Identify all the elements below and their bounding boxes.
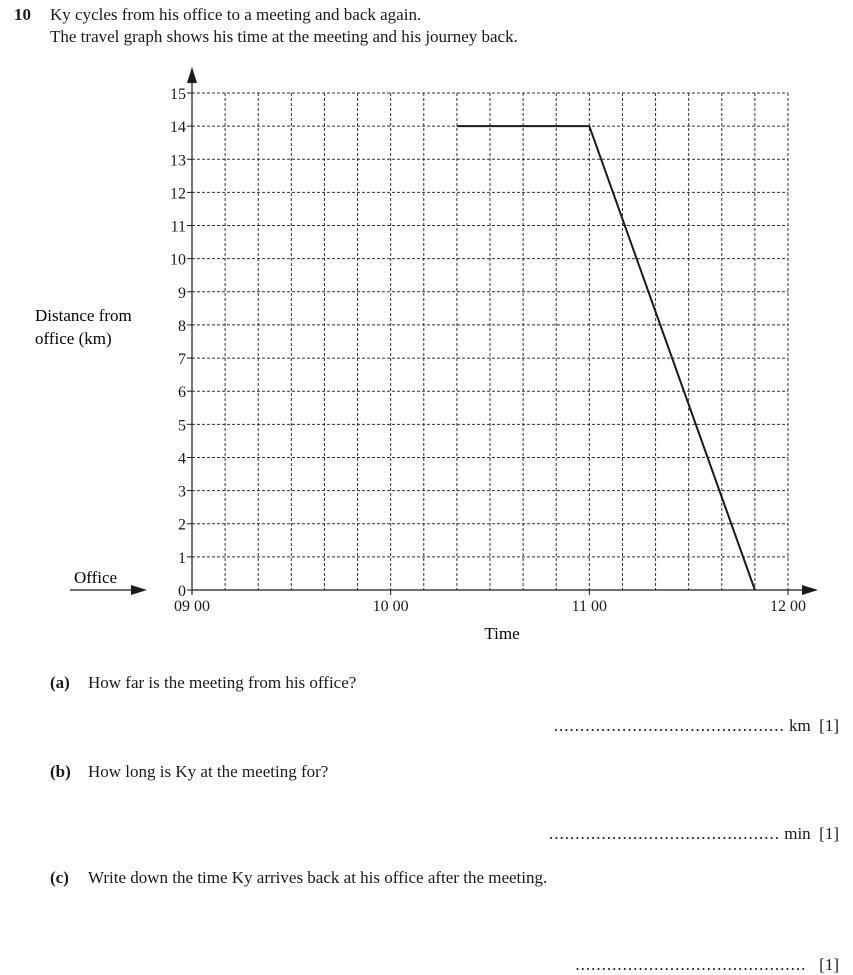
part-b-answer-dots[interactable]: ............................................ (548, 824, 780, 843)
part-c-answer-line[interactable] (575, 955, 839, 975)
y-tick-label: 12 (170, 185, 186, 203)
y-tick-label: 10 (170, 251, 186, 269)
y-tick-label: 6 (178, 384, 186, 402)
part-a-unit: km (788, 716, 811, 735)
part-c-text: Write down the time Ky arrives back at his office after the meeting. (88, 868, 548, 887)
part-c-label: (c) (50, 868, 69, 887)
office-origin-label: Office (74, 568, 118, 587)
part-a-marks: [1] (819, 716, 839, 735)
part-b-answer-line[interactable] (549, 824, 839, 844)
part-c-question (50, 868, 547, 888)
x-tick-label: 10 00 (372, 598, 409, 615)
question-number: 10 (14, 5, 31, 24)
part-b-marks: [1] (819, 824, 839, 843)
chart-series (457, 126, 755, 590)
y-tick-label: 14 (170, 119, 186, 137)
travel-line (457, 126, 755, 590)
part-a-answer-line[interactable] (554, 716, 839, 736)
y-tick-label: 4 (178, 450, 186, 468)
x-tick-label: 09 00 (174, 598, 210, 615)
office-arrow-head-icon (131, 585, 147, 595)
chart-ticks (170, 86, 806, 615)
x-axis-label: Time (484, 624, 520, 643)
part-c-marks: [1] (819, 955, 839, 974)
part-b-label: (b) (50, 762, 71, 781)
y-tick-label: 0 (178, 583, 186, 600)
part-a-question (50, 673, 356, 693)
question-intro-line-1: Ky cycles from his office to a meeting and back again. (50, 5, 422, 24)
part-b-question (50, 762, 328, 782)
y-tick-label: 11 (170, 218, 186, 236)
part-a-answer-dots[interactable]: ............................................ (553, 716, 785, 735)
part-a-text: How far is the meeting from his office? (88, 673, 357, 692)
part-c-answer-dots[interactable]: ............................................ (575, 955, 807, 974)
y-tick-label: 8 (178, 317, 186, 335)
question-intro-line-2: The travel graph shows his time at the meeting and his journey back. (50, 27, 518, 46)
y-tick-label: 7 (178, 351, 186, 369)
y-tick-label: 9 (178, 284, 186, 302)
chart-grid (192, 93, 788, 590)
y-tick-label: 3 (178, 483, 186, 501)
x-tick-label: 12 00 (770, 598, 806, 615)
y-axis-arrow-icon (187, 67, 197, 83)
y-tick-label: 2 (178, 516, 186, 534)
x-tick-label: 11 00 (571, 598, 608, 615)
x-axis-arrow-icon (802, 585, 818, 595)
y-tick-label: 13 (170, 152, 186, 170)
y-tick-label: 15 (170, 86, 186, 103)
y-tick-label: 5 (178, 417, 186, 435)
part-a-label: (a) (50, 673, 70, 692)
part-b-unit: min (784, 824, 811, 843)
y-axis-label-line-2: office (km) (35, 329, 112, 348)
y-axis-label-line-1: Distance from (35, 306, 132, 325)
part-b-text: How long is Ky at the meeting for? (88, 762, 329, 781)
y-tick-label: 1 (178, 549, 186, 567)
